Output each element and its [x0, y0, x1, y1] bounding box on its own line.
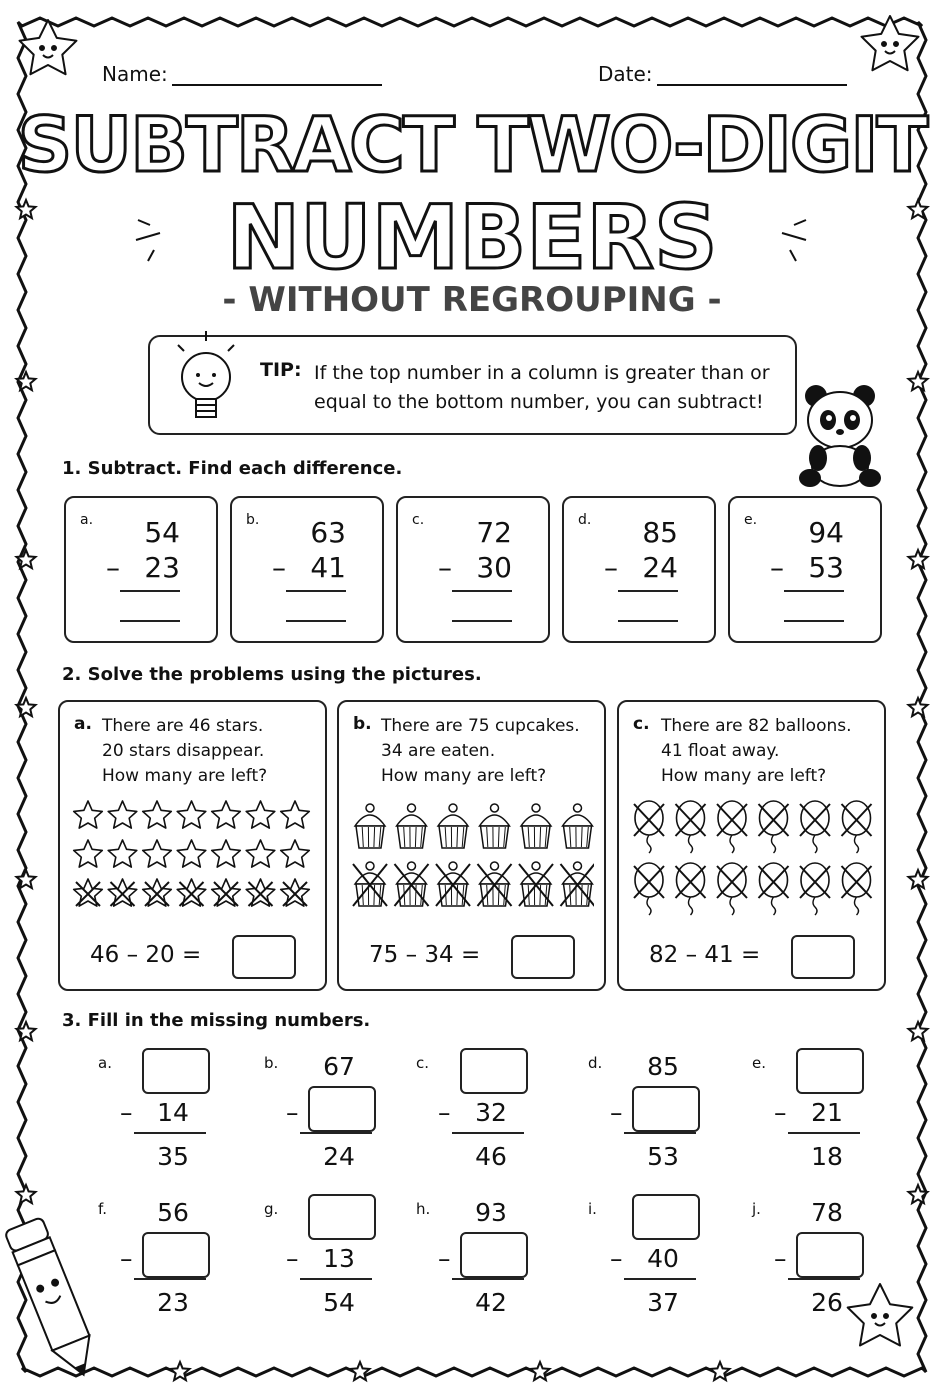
minus-sign: – — [272, 551, 286, 584]
problem-line3: How many are left? — [102, 766, 268, 786]
problem-letter: c. — [416, 1054, 430, 1072]
sparkle-left-icon — [124, 205, 174, 265]
result-number: 53 — [647, 1142, 679, 1171]
tip-label: TIP: — [260, 359, 302, 381]
equation: 75 – 34 = — [369, 942, 481, 968]
problem-letter: e. — [744, 512, 758, 528]
name-field[interactable] — [102, 62, 382, 86]
missing-top-box[interactable] — [796, 1048, 864, 1094]
balloon-string — [772, 835, 776, 853]
star-icon — [281, 801, 310, 828]
subtract-problem-b — [230, 496, 384, 643]
cup-stripe — [457, 885, 458, 905]
problem-bottom-number: 24 — [642, 551, 678, 584]
star-icon — [108, 840, 137, 867]
star-icon — [177, 801, 206, 828]
cherry-icon — [532, 804, 540, 812]
minus-sign: – — [286, 1098, 299, 1127]
missing-top-box[interactable] — [460, 1048, 528, 1094]
cherry-icon — [574, 804, 582, 812]
smiling-star-icon — [862, 16, 919, 70]
subtract-problem-a — [64, 496, 218, 643]
problem-line1: There are 46 stars. — [102, 716, 264, 736]
problem-line3: How many are left? — [381, 766, 547, 786]
balloon-string — [730, 835, 734, 853]
star-icon — [212, 840, 241, 867]
top-number: 93 — [475, 1198, 507, 1227]
subtract-problem-d — [562, 496, 716, 643]
star-icon — [143, 840, 172, 867]
frosting-icon — [355, 815, 385, 826]
problem-letter: a. — [74, 714, 92, 734]
subtraction-line — [624, 1132, 696, 1134]
frosting-icon — [563, 873, 593, 884]
answer-box[interactable] — [791, 935, 855, 979]
word-problem-c — [617, 700, 886, 991]
missing-bottom-box[interactable] — [460, 1232, 528, 1278]
problem-top-number: 85 — [642, 516, 678, 549]
subtraction-line — [134, 1278, 206, 1280]
top-number: 67 — [323, 1052, 355, 1081]
problem-text — [102, 714, 317, 789]
subtraction-line — [788, 1132, 860, 1134]
star-eye — [884, 1314, 888, 1318]
cup-stripe — [540, 885, 541, 905]
subtract-problem-e — [728, 496, 882, 643]
cup-stripe — [581, 827, 582, 847]
border-star-icon — [17, 1185, 36, 1203]
bottom-number: 13 — [323, 1244, 355, 1273]
balloon-string — [647, 897, 651, 915]
cherry-icon — [449, 804, 457, 812]
problem-letter: a. — [80, 512, 94, 528]
minus-sign: – — [610, 1098, 623, 1127]
subtraction-line — [286, 590, 346, 592]
problem-line2: 20 stars disappear. — [102, 741, 265, 761]
missing-top-box[interactable] — [142, 1048, 210, 1094]
subtraction-line — [300, 1132, 372, 1134]
minus-sign: – — [774, 1098, 787, 1127]
border-star-icon — [17, 550, 36, 568]
name-label: Name: — [102, 62, 168, 86]
bottom-number: 14 — [157, 1098, 189, 1127]
star-eye — [52, 46, 56, 50]
answer-line[interactable] — [618, 620, 678, 622]
cup-stripe — [498, 885, 499, 905]
subtraction-line — [618, 590, 678, 592]
missing-bottom-box[interactable] — [632, 1086, 700, 1132]
subtract-problem-c — [396, 496, 550, 643]
title-line1: SUBTRACT TWO-DIGIT — [17, 100, 927, 189]
result-number: 37 — [647, 1288, 679, 1317]
minus-sign: – — [438, 1098, 451, 1127]
border-star-icon — [909, 1022, 928, 1040]
cherry-icon — [366, 804, 374, 812]
minus-sign: – — [610, 1244, 623, 1273]
subtraction-line — [120, 590, 180, 592]
star-icon — [74, 840, 103, 867]
cupcakes-picture — [349, 798, 594, 918]
frosting-icon — [521, 815, 551, 826]
subtitle: - WITHOUT REGROUPING - — [222, 280, 722, 320]
frosting-icon — [438, 815, 468, 826]
problem-bottom-number: 41 — [310, 551, 346, 584]
problem-line1: There are 75 cupcakes. — [381, 716, 580, 736]
answer-line[interactable] — [286, 620, 346, 622]
minus-sign: – — [770, 551, 784, 584]
top-number: 78 — [811, 1198, 843, 1227]
cherry-icon — [366, 862, 374, 870]
missing-number-problem — [98, 1194, 218, 1319]
cherry-icon — [574, 862, 582, 870]
cherry-icon — [532, 862, 540, 870]
problem-letter: b. — [353, 714, 372, 734]
frosting-icon — [397, 873, 427, 884]
problem-top-number: 54 — [144, 516, 180, 549]
answer-line[interactable] — [120, 620, 180, 622]
missing-number-problem — [416, 1048, 536, 1173]
result-number: 26 — [811, 1288, 843, 1317]
problem-line2: 41 float away. — [661, 741, 780, 761]
missing-number-problem — [264, 1194, 384, 1319]
cup-stripe — [415, 827, 416, 847]
subtraction-line — [452, 590, 512, 592]
answer-line[interactable] — [452, 620, 512, 622]
border-star-icon — [909, 1185, 928, 1203]
problem-letter: h. — [416, 1200, 431, 1218]
answer-line[interactable] — [784, 620, 844, 622]
minus-sign: – — [286, 1244, 299, 1273]
border-star-icon — [909, 372, 928, 390]
subtraction-line — [784, 590, 844, 592]
star-eye — [40, 46, 44, 50]
cup-stripe — [374, 827, 375, 847]
star-smile — [43, 55, 53, 58]
missing-number-problem — [264, 1048, 384, 1173]
problem-bottom-number: 23 — [144, 551, 180, 584]
missing-bottom-box[interactable] — [796, 1232, 864, 1278]
cherry-icon — [491, 804, 499, 812]
problem-letter: c. — [633, 714, 650, 734]
problem-letter: j. — [752, 1200, 761, 1218]
problem-line3: How many are left? — [661, 766, 827, 786]
balloon-string — [813, 835, 817, 853]
problem-text — [661, 714, 876, 789]
subtraction-line — [452, 1132, 524, 1134]
missing-bottom-box[interactable] — [308, 1086, 376, 1132]
cup-stripe — [415, 885, 416, 905]
bottom-number: 40 — [647, 1244, 679, 1273]
star-eye — [894, 42, 898, 46]
balloon-string — [772, 897, 776, 915]
problem-line1: There are 82 balloons. — [661, 716, 852, 736]
star-eye — [882, 42, 886, 46]
missing-number-problem — [98, 1048, 218, 1173]
star-icon — [74, 801, 103, 828]
tip-text: If the top number in a column is greater than or equal to the bottom number, you can subtract! — [314, 362, 770, 413]
section1-heading: 1. Subtract. Find each difference. — [62, 458, 403, 479]
problem-bottom-number: 30 — [476, 551, 512, 584]
panda-icon — [796, 380, 884, 492]
star-icon — [281, 840, 310, 867]
balloon-string — [689, 835, 693, 853]
star-eye — [872, 1314, 876, 1318]
word-problem-a — [58, 700, 327, 991]
cherry-icon — [449, 862, 457, 870]
missing-number-problem — [752, 1048, 872, 1173]
star-smile — [875, 1323, 885, 1326]
border-star-icon — [711, 1362, 730, 1380]
result-number: 24 — [323, 1142, 355, 1171]
result-number: 42 — [475, 1288, 507, 1317]
frosting-icon — [563, 815, 593, 826]
frosting-icon — [438, 873, 468, 884]
answer-box[interactable] — [232, 935, 296, 979]
minus-sign: – — [106, 551, 120, 584]
subtraction-line — [134, 1132, 206, 1134]
date-field[interactable] — [598, 62, 847, 86]
smiling-star-icon — [20, 20, 77, 74]
balloon-string — [730, 897, 734, 915]
missing-top-box[interactable] — [632, 1194, 700, 1240]
balloon-string — [813, 897, 817, 915]
subtraction-line — [788, 1278, 860, 1280]
cup-stripe — [457, 827, 458, 847]
problem-letter: f. — [98, 1200, 107, 1218]
stars-picture — [70, 798, 315, 918]
bottom-number: 21 — [811, 1098, 843, 1127]
border-star-icon — [17, 372, 36, 390]
problem-letter: c. — [412, 512, 425, 528]
name-line[interactable] — [172, 66, 382, 86]
result-number: 35 — [157, 1142, 189, 1171]
bottom-number: 32 — [475, 1098, 507, 1127]
frosting-icon — [397, 815, 427, 826]
star-icon — [108, 801, 137, 828]
star-smile — [885, 51, 895, 54]
border-star-icon — [171, 1362, 190, 1380]
border-star-icon — [351, 1362, 370, 1380]
equation: 46 – 20 = — [90, 942, 202, 968]
top-number: 56 — [157, 1198, 189, 1227]
balloon-string — [855, 897, 859, 915]
result-number: 46 — [475, 1142, 507, 1171]
problem-top-number: 72 — [476, 516, 512, 549]
section2-heading: 2. Solve the problems using the pictures. — [62, 664, 482, 685]
problem-letter: b. — [264, 1054, 279, 1072]
problem-top-number: 94 — [808, 516, 844, 549]
cup-stripe — [498, 827, 499, 847]
problem-line2: 34 are eaten. — [381, 741, 496, 761]
equation: 82 – 41 = — [649, 942, 761, 968]
frosting-icon — [480, 815, 510, 826]
balloon-string — [647, 835, 651, 853]
minus-sign: – — [438, 551, 452, 584]
minus-sign: – — [604, 551, 618, 584]
star-icon — [212, 801, 241, 828]
problem-letter: d. — [588, 1054, 603, 1072]
title-line2: NUMBERS — [226, 186, 718, 289]
missing-number-problem — [588, 1194, 708, 1319]
star-icon — [177, 840, 206, 867]
word-problem-b — [337, 700, 606, 991]
problem-letter: a. — [98, 1054, 112, 1072]
frosting-icon — [480, 873, 510, 884]
problem-bottom-number: 53 — [808, 551, 844, 584]
border-star-icon — [531, 1362, 550, 1380]
cherry-icon — [408, 862, 416, 870]
cup-stripe — [581, 885, 582, 905]
border-star-icon — [909, 698, 928, 716]
border-star-icon — [909, 550, 928, 568]
date-label: Date: — [598, 62, 653, 86]
result-number: 54 — [323, 1288, 355, 1317]
star-icon — [246, 840, 275, 867]
missing-number-problem — [416, 1194, 536, 1319]
problem-letter: i. — [588, 1200, 597, 1218]
date-line[interactable] — [657, 66, 847, 86]
border-star-icon — [17, 870, 36, 888]
subtraction-line — [300, 1278, 372, 1280]
border-star-icon — [17, 698, 36, 716]
minus-sign: – — [774, 1244, 787, 1273]
minus-sign: – — [120, 1098, 133, 1127]
result-number: 18 — [811, 1142, 843, 1171]
section3-heading: 3. Fill in the missing numbers. — [62, 1010, 371, 1031]
missing-top-box[interactable] — [308, 1194, 376, 1240]
result-number: 23 — [157, 1288, 189, 1317]
pencil-icon — [4, 1206, 104, 1386]
subtraction-line — [624, 1278, 696, 1280]
problem-letter: d. — [578, 512, 592, 528]
problem-text — [381, 714, 596, 789]
problem-letter: b. — [246, 512, 260, 528]
lightbulb-icon — [164, 325, 254, 429]
missing-number-problem — [752, 1194, 872, 1319]
cherry-icon — [408, 804, 416, 812]
star-icon — [143, 801, 172, 828]
missing-number-problem — [588, 1048, 708, 1173]
cup-stripe — [374, 885, 375, 905]
problem-top-number: 63 — [310, 516, 346, 549]
balloons-picture — [629, 798, 874, 918]
tip-box — [148, 335, 797, 435]
minus-sign: – — [438, 1244, 451, 1273]
cup-stripe — [540, 827, 541, 847]
star-icon — [246, 801, 275, 828]
balloon-string — [689, 897, 693, 915]
missing-bottom-box[interactable] — [142, 1232, 210, 1278]
top-number: 85 — [647, 1052, 679, 1081]
subtraction-line — [452, 1278, 524, 1280]
sparkle-right-icon — [770, 205, 820, 265]
balloon-string — [855, 835, 859, 853]
frosting-icon — [521, 873, 551, 884]
frosting-icon — [355, 873, 385, 884]
problem-letter: g. — [264, 1200, 279, 1218]
cherry-icon — [491, 862, 499, 870]
minus-sign: – — [120, 1244, 133, 1273]
answer-box[interactable] — [511, 935, 575, 979]
border-star-icon — [17, 1022, 36, 1040]
problem-letter: e. — [752, 1054, 766, 1072]
border-star-icon — [909, 870, 928, 888]
